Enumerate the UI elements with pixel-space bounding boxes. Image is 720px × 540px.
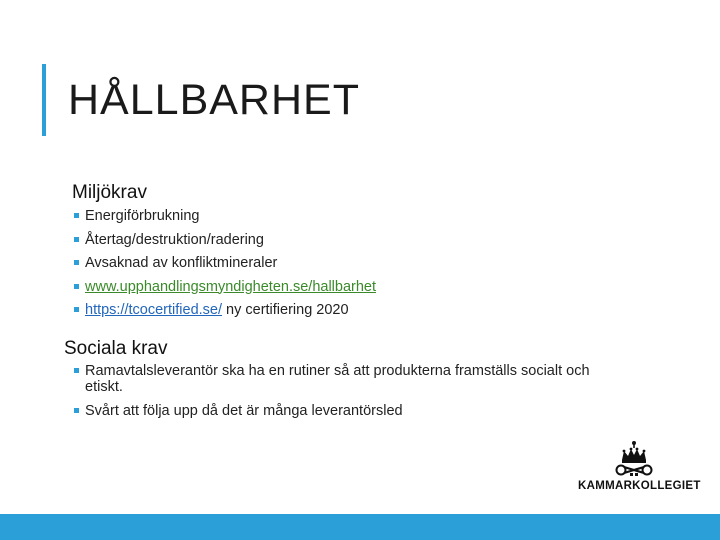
sociala-krav-list <box>74 363 634 419</box>
list-item <box>74 403 634 419</box>
crown-keys-logo-icon <box>578 440 690 480</box>
square-bullet-icon <box>74 307 79 312</box>
list-item-text: Energiförbrukning <box>85 208 200 224</box>
miljokrav-list <box>74 208 634 318</box>
list-item <box>74 302 634 318</box>
square-bullet-icon <box>74 260 79 265</box>
square-bullet-icon <box>74 237 79 242</box>
list-item-text: Ramavtalsleverantör ska ha en rutiner så att produkterna framställs socialt och etiskt. <box>85 363 590 395</box>
square-bullet-icon <box>74 213 79 218</box>
logo-wordmark: KAMMARKOLLEGIET <box>578 480 701 492</box>
section-heading-sociala-krav: Sociala krav <box>64 338 168 359</box>
list-item-text: Avsaknad av konfliktmineraler <box>85 255 278 271</box>
list-item <box>74 208 634 224</box>
list-item-text: ny certifiering 2020 <box>222 302 349 318</box>
footer-accent-bar <box>0 514 720 540</box>
kammarkollegiet-logo <box>578 440 701 498</box>
square-bullet-icon <box>74 408 79 413</box>
list-item <box>74 363 634 395</box>
square-bullet-icon <box>74 368 79 373</box>
section-heading-miljokrav: Miljökrav <box>72 182 147 203</box>
square-bullet-icon <box>74 284 79 289</box>
upphandlingsmyndigheten-link[interactable]: www.upphandlingsmyndigheten.se/hallbarhet <box>85 278 376 295</box>
tcocertified-link[interactable]: https://tcocertified.se/ <box>85 302 223 318</box>
slide-title: HÅLLBARHET <box>68 76 360 124</box>
list-item <box>74 255 634 271</box>
list-item-text: Svårt att följa upp då det är många leverantörsled <box>85 403 403 419</box>
list-item <box>74 232 634 248</box>
list-item <box>74 279 634 295</box>
list-item-text: Återtag/destruktion/radering <box>85 231 264 248</box>
title-accent-bar <box>42 64 46 136</box>
